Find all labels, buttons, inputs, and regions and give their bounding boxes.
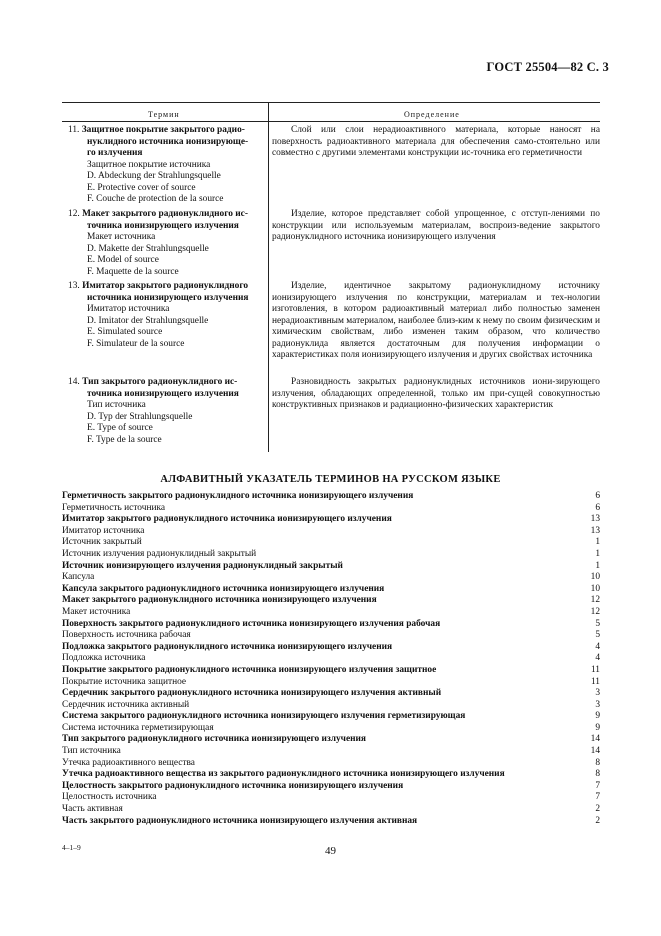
- index-row: [62, 700, 600, 712]
- index-term-number: 12: [590, 606, 600, 617]
- index-term: Покрытие источника защитное: [62, 676, 187, 687]
- index-term: Макет закрытого радионуклидного источника ионизирующего излучения: [62, 595, 377, 606]
- term-title: Защитное покрытие закрытого радио-: [81, 125, 245, 135]
- index-term: Поверхность закрытого радионуклидного источника ионизирующего излучения рабочая: [62, 618, 441, 629]
- index-term: Имитатор источника: [62, 525, 145, 536]
- index-term: Покрытие закрытого радионуклидного источника ионизирующего излучения защитное: [62, 664, 437, 675]
- index-row: [62, 769, 600, 781]
- index-row: [62, 619, 600, 631]
- column-header-definition: Определение: [404, 110, 460, 119]
- term-english: E. Protective cover of source: [87, 182, 196, 193]
- term-number: 14.: [68, 377, 80, 387]
- term-french: F. Simulateur de la source: [87, 338, 185, 349]
- index-term: Макет источника: [62, 606, 131, 617]
- table-top-rule: [62, 102, 600, 103]
- index-term: Система источника герметизирующая: [62, 722, 214, 733]
- index-term: Подложка закрытого радионуклидного источника ионизирующего излучения: [62, 641, 393, 652]
- index-term-number: 14: [590, 746, 600, 757]
- index-row: [62, 734, 600, 746]
- index-term-number: 2: [595, 815, 600, 826]
- index-row: [62, 781, 600, 793]
- term-german: D. Abdeckung der Strahlungsquelle: [87, 171, 221, 181]
- term-german: D. Makette der Strahlungsquelle: [87, 243, 209, 254]
- index-term: Тип источника: [62, 746, 121, 757]
- index-term: Капсула закрытого радионуклидного источника ионизирующего излучения: [62, 583, 385, 594]
- index-row: [62, 723, 600, 735]
- term-entry-12: [68, 209, 266, 278]
- index-term: Герметичность закрытого радионуклидного источника ионизирующего излучения: [62, 491, 414, 501]
- index-row: [62, 688, 600, 700]
- index-term-number: 10: [590, 583, 600, 594]
- index-term: Источник закрытый: [62, 537, 142, 548]
- index-term-number: 9: [595, 722, 600, 733]
- index-row: [62, 595, 600, 607]
- index-term: Утечка радиоактивного вещества: [62, 757, 195, 768]
- definition-14: [272, 377, 600, 412]
- term-title-line: источника ионизирующего излучения: [87, 292, 249, 303]
- index-term: Подложка источника: [62, 653, 146, 664]
- index-term-number: 4: [595, 641, 600, 652]
- term-title-line: [68, 281, 266, 293]
- index-row: [62, 561, 600, 573]
- term-title-line: точника ионизирующего излучения: [87, 388, 239, 399]
- definition-12: [272, 209, 600, 244]
- index-term-number: 3: [595, 699, 600, 710]
- index-term-number: 11: [590, 664, 600, 675]
- index-term: Источник излучения радионуклидный закрытый: [62, 548, 257, 559]
- index-row: [62, 642, 600, 654]
- index-term: Сердечник источника активный: [62, 699, 190, 710]
- term-title-line: [68, 125, 266, 137]
- term-french: F. Type de la source: [87, 434, 162, 445]
- index-term-number: 10: [590, 572, 600, 583]
- index-term-number: 9: [595, 711, 600, 722]
- index-row: [62, 792, 600, 804]
- index-term-number: 5: [595, 618, 600, 629]
- index-term-number: 5: [595, 630, 600, 641]
- index-term: Сердечник закрытого радионуклидного источника ионизирующего излучения активный: [62, 688, 442, 699]
- definition-text: Изделие, которое представляет собой упрощенное, с отступ-лениями по конструкции или используемым материалам, воспроиз-ведение закрытого радионуклидного источника ионизирующего излучения: [272, 209, 600, 242]
- index-row: [62, 677, 600, 689]
- index-term: Поверхность источника рабочая: [62, 630, 191, 641]
- definition-text: Слой или слои нерадиоактивного материала, которые наносят на поверхность радиоактивного материала для обеспечения само-стоятельно или совместно с другими элементами конструкции ис-точника его герметичности: [272, 125, 600, 158]
- index-row: [62, 607, 600, 619]
- index-term-number: 13: [590, 514, 600, 525]
- index-row: [62, 514, 600, 526]
- index-term: Часть активная: [62, 804, 123, 815]
- index-row: [62, 711, 600, 723]
- term-synonym: Тип источника: [87, 400, 146, 410]
- term-number: 11.: [68, 125, 80, 135]
- index-term-number: 1: [595, 548, 600, 559]
- term-synonym: Макет источника: [87, 232, 156, 242]
- table-column-divider: [268, 102, 269, 452]
- index-term-number: 8: [595, 757, 600, 768]
- index-term-number: 3: [595, 688, 600, 699]
- index-row: [62, 584, 600, 596]
- index-row: [62, 537, 600, 549]
- index-term-number: 2: [595, 804, 600, 815]
- term-title: Имитатор закрытого радионуклидного: [82, 281, 249, 291]
- index-term: Источник ионизирующего излучения радионуклидный закрытый: [62, 560, 343, 571]
- index-row: [62, 526, 600, 538]
- term-german: D. Imitator der Strahlungsquelle: [87, 315, 209, 326]
- index-row: [62, 572, 600, 584]
- term-title: Тип закрытого радионуклидного ис-: [82, 377, 238, 387]
- index-row: [62, 549, 600, 561]
- term-entry-14: [68, 377, 266, 446]
- index-term-number: 12: [590, 595, 600, 606]
- term-entry-13: [68, 281, 266, 350]
- index-term-number: 14: [590, 734, 600, 745]
- index-term-number: 4: [595, 653, 600, 664]
- term-french: F. Couche de protection de la source: [87, 194, 224, 204]
- table-header-rule: [62, 121, 600, 122]
- term-title-line: [68, 209, 266, 221]
- term-english: E. Model of source: [87, 255, 159, 265]
- index-row: [62, 491, 600, 503]
- index-term: Капсула: [62, 572, 95, 583]
- index-term: Имитатор закрытого радионуклидного источника ионизирующего излучения: [62, 514, 392, 525]
- index-term-number: 11: [590, 676, 600, 687]
- index-row: [62, 503, 600, 515]
- index-term: Целостность закрытого радионуклидного источника ионизирующего излучения: [62, 780, 404, 791]
- index-term: Герметичность источника: [62, 502, 166, 513]
- index-term: Система закрытого радионуклидного источника ионизирующего излучения герметизирующая: [62, 711, 466, 722]
- document-header: ГОСТ 25504—82 С. 3: [486, 60, 609, 74]
- term-entry-11: [68, 125, 266, 206]
- index-term-number: 6: [595, 502, 600, 513]
- index-row: [62, 665, 600, 677]
- index-term: Утечка радиоактивного вещества из закрытого радионуклидного источника ионизирующего излучения: [62, 769, 505, 780]
- definition-text: Изделие, идентичное закрытому радионуклидному источнику ионизирующего излучения по конструкции, материалам и тех-нологии изготовления, в котором радиоактивный материал либо полностью заменен нерадиоактивным материалом, наиболее близ-ким к нему по своим физическим и химическим свойствам, либо изменен таким образом, что количество радионуклида является достаточным для получения информации о характеристиках поля ионизирующего излучения и других свойствах источника: [272, 281, 600, 360]
- term-english: E. Type of source: [87, 423, 153, 433]
- term-number: 13.: [68, 281, 80, 291]
- term-title-line: го излучения: [87, 148, 143, 158]
- index-row: [62, 746, 600, 758]
- term-german: D. Typ der Strahlungsquelle: [87, 411, 193, 422]
- definition-11: [272, 125, 600, 160]
- term-title-line: нуклидного источника ионизирующе-: [87, 136, 249, 147]
- term-synonym: Имитатор источника: [87, 304, 170, 314]
- index-row: [62, 804, 600, 816]
- definition-13: [272, 281, 600, 362]
- index-term: Часть закрытого радионуклидного источника ионизирующего излучения активная: [62, 815, 418, 826]
- definition-text: Разновидность закрытых радионуклидных источников иони-зирующего излучения, обладающих определенной, только им при-сущей совокупностью конструктивных признаков и радиационно-физических характеристик: [272, 377, 600, 410]
- term-number: 12.: [68, 209, 80, 219]
- index-term-number: 6: [595, 491, 600, 501]
- term-synonym: Защитное покрытие источника: [87, 159, 211, 170]
- term-title-line: точника ионизирующего излучения: [87, 220, 239, 231]
- index-term: Тип закрытого радионуклидного источника ионизирующего излучения: [62, 734, 366, 745]
- index-row: [62, 758, 600, 770]
- index-term-number: 1: [595, 560, 600, 571]
- term-french: F. Maquette de la source: [87, 266, 179, 277]
- column-header-term: Термин: [148, 110, 180, 119]
- index-term-number: 7: [595, 792, 600, 803]
- index-term-number: 8: [595, 769, 600, 780]
- index-title: АЛФАВИТНЫЙ УКАЗАТЕЛЬ ТЕРМИНОВ НА РУССКОМ ЯЗЫКЕ: [160, 474, 501, 485]
- index-row: [62, 630, 600, 642]
- term-title-line: [68, 377, 266, 389]
- term-english: E. Simulated source: [87, 327, 163, 337]
- index-term-number: 7: [595, 780, 600, 791]
- alphabetical-index: [62, 491, 600, 827]
- page-number: 49: [325, 845, 336, 857]
- term-title: Макет закрытого радионуклидного ис-: [82, 209, 248, 219]
- index-term-number: 13: [590, 525, 600, 536]
- index-row: [62, 816, 600, 828]
- index-term-number: 1: [595, 537, 600, 548]
- footer-code: 4–1–9: [62, 843, 81, 852]
- index-term: Целостность источника: [62, 792, 157, 803]
- index-row: [62, 653, 600, 665]
